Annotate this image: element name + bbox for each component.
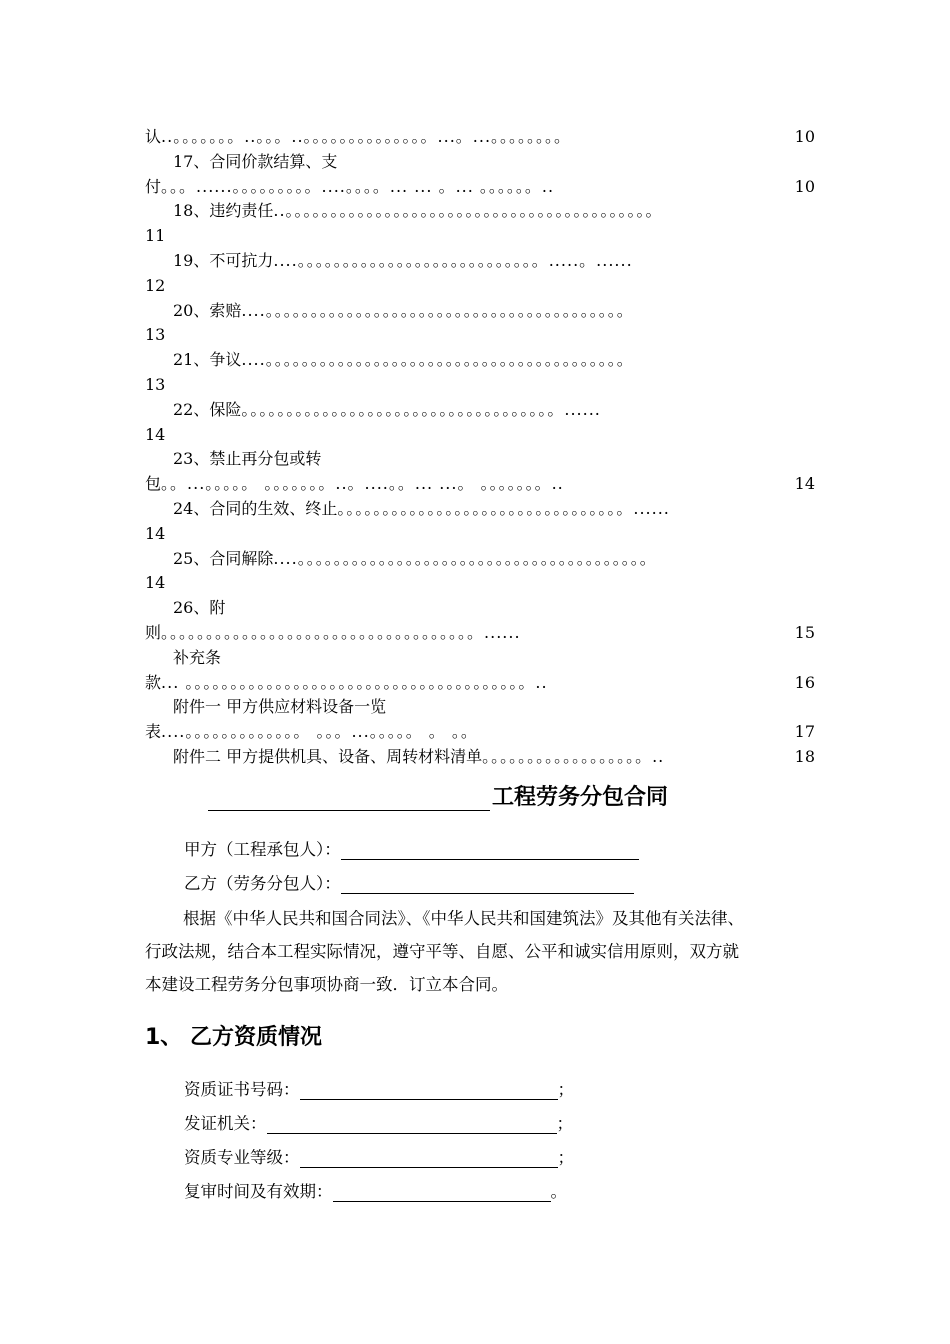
toc-label: 22、保险: [173, 399, 242, 419]
section-heading: 1、 乙方资质情况: [145, 1025, 322, 1050]
toc-page: 13: [145, 325, 166, 345]
toc-page: 16: [794, 672, 815, 692]
toc-entry[interactable]: [145, 621, 815, 646]
toc-entry[interactable]: [145, 249, 815, 274]
toc-label: 表: [145, 722, 162, 742]
qualification-row: [184, 1144, 574, 1168]
toc-leader: 。。。......。。。。。。。。。....。。。。... ... 。... 。。。。。。..: [161, 176, 555, 196]
preamble-line: 行政法规，结合本工程实际情况，遵守平等、自愿、公平和诚实信用原则，双方就: [145, 942, 739, 961]
toc-page: 14: [145, 424, 166, 444]
toc-label: 19、不可抗力: [173, 250, 274, 270]
toc-page: 12: [145, 275, 166, 295]
toc-leader: ..。。。。。。。。。。。。。。。。。。。。。。。。。。。。。。。。。。。。。。。。。: [273, 201, 663, 221]
toc-entry[interactable]: [145, 745, 815, 770]
toc-page: 11: [145, 226, 166, 246]
toc-entry[interactable]: [145, 125, 815, 150]
toc-leader: ....。。。。。。。。。。。。。。。。。。。。。。。。。。。。。。。。。。。。。。。。: [241, 350, 634, 370]
toc-page: 10: [794, 127, 815, 146]
toc-entry[interactable]: [145, 150, 815, 175]
qualification-row: [184, 1178, 567, 1202]
toc-entry[interactable]: [145, 720, 815, 745]
toc-entry[interactable]: [145, 447, 815, 472]
toc-entry[interactable]: [145, 274, 815, 299]
qualification-label: 复审时间及有效期：: [184, 1182, 333, 1201]
project-name-blank[interactable]: [208, 784, 490, 811]
preamble-paragraph: [145, 902, 815, 1001]
toc-entry[interactable]: [145, 175, 815, 200]
toc-leader: 。。。。。。。。。。。。。。。。。。。。。。。。。。。。。。。。。。。......: [241, 399, 601, 419]
party-b-row: [184, 870, 634, 894]
qualification-row: [184, 1076, 574, 1100]
qualification-label: 资质证书号码：: [184, 1080, 300, 1099]
qualification-row: [184, 1110, 573, 1134]
toc-entry[interactable]: [145, 646, 815, 671]
toc-entry[interactable]: [145, 199, 815, 224]
toc-leader: ....。。。。。。。。。。。。。。。。。。。。。。。。。。。。。。。。。。。。。。。。: [241, 300, 634, 320]
qualification-end: 。: [550, 1182, 567, 1201]
issuing-authority-field[interactable]: [267, 1113, 557, 1134]
toc-entry[interactable]: [145, 299, 815, 324]
toc-page: 17: [794, 722, 815, 742]
toc-leader: 。。...。。。。。 。。。。。。。..。....。。... ...。 。。。。。。。..: [161, 474, 564, 494]
toc-leader: ..。。。。。。。..。。。..。。。。。。。。。。。。。。...。...。。。。。。。。: [161, 127, 572, 146]
toc-entry[interactable]: [145, 497, 815, 522]
qualification-end: ；: [557, 1080, 574, 1099]
toc-label: 认: [145, 127, 162, 146]
toc-entry[interactable]: [145, 398, 815, 423]
toc-page: 18: [794, 746, 815, 766]
cert-number-field[interactable]: [300, 1079, 558, 1100]
toc-entry[interactable]: [145, 472, 815, 497]
qualification-label: 发证机关：: [184, 1114, 267, 1133]
toc-entry[interactable]: [145, 323, 815, 348]
toc-label: 24、合同的生效、终止: [173, 498, 338, 518]
toc-leader: ....。。。。。。。。。。。。。。。。。。。。。。。。。。。.....。......: [273, 250, 633, 270]
party-b-field[interactable]: [341, 873, 634, 894]
toc-entry[interactable]: [145, 695, 815, 720]
review-validity-field[interactable]: [333, 1181, 551, 1202]
toc-label: 23、禁止再分包或转: [173, 449, 322, 469]
toc-label: 17、合同价款结算、支: [173, 151, 338, 171]
toc-leader: ... 。。。。。。。。。。。。。。。。。。。。。。。。。。。。。。。。。。。。。。..: [161, 672, 548, 692]
qualification-end: ；: [556, 1114, 573, 1133]
toc-label: 25、合同解除: [173, 548, 274, 568]
toc-label: 补充条: [173, 647, 222, 667]
toc-label: 则: [145, 622, 162, 642]
toc-entry[interactable]: [145, 373, 815, 398]
party-b-label: 乙方（劳务分包人）：: [184, 874, 341, 893]
toc-label: 21、争议: [173, 350, 242, 370]
qualification-label: 资质专业等级：: [184, 1148, 300, 1167]
toc-page: 14: [794, 474, 815, 494]
toc-leader: 。。。。。。。。。。。。。。。。。。。。。。。。。。。。。。。。。。。......: [161, 622, 521, 642]
preamble-line: 根据《中华人民共和国合同法》、《中华人民共和国建筑法》及其他有关法律、: [183, 909, 744, 928]
toc-page: 15: [794, 622, 815, 642]
toc-page: 14: [145, 573, 166, 593]
qualification-end: ；: [557, 1148, 574, 1167]
toc-label: 款: [145, 672, 162, 692]
toc-leader: 。。。。。。。。。。。。。。。。。。..: [482, 746, 665, 766]
toc-entry[interactable]: [145, 522, 815, 547]
toc-page: 13: [145, 374, 166, 394]
title-text: 工程劳务分包合同: [492, 785, 669, 810]
toc-label: 18、违约责任: [173, 201, 274, 221]
toc-entry[interactable]: [145, 671, 815, 696]
party-a-label: 甲方（工程承包人）：: [184, 840, 341, 859]
toc-entry[interactable]: [145, 571, 815, 596]
toc-leader: ....。。。。。。。。。。。。。 。。。...。。。。。 。 。。: [161, 722, 478, 742]
party-a-row: [184, 836, 639, 860]
toc-entry[interactable]: [145, 224, 815, 249]
preamble-line: 本建设工程劳务分包事项协商一致．订立本合同。: [145, 975, 508, 994]
toc-entry[interactable]: [145, 423, 815, 448]
toc-label: 附件一 甲方供应材料设备一览: [173, 697, 387, 717]
toc-label: 20、索赔: [173, 300, 242, 320]
toc-entry[interactable]: [145, 348, 815, 373]
toc-leader: 。。。。。。。。。。。。。。。。。。。。。。。。。。。。。。。。......: [337, 498, 670, 518]
toc-label: 附件二 甲方提供机具、设备、周转材料清单: [173, 746, 483, 766]
toc-page: 10: [794, 176, 815, 196]
toc-label: 付: [145, 176, 162, 196]
toc-page: 14: [145, 523, 166, 543]
party-a-field[interactable]: [341, 839, 639, 860]
toc-entry[interactable]: [145, 547, 815, 572]
toc-label: 包: [145, 474, 162, 494]
toc-label: 26、附: [173, 598, 226, 618]
contract-title: [208, 780, 668, 811]
toc-entry[interactable]: [145, 596, 815, 621]
toc-leader: ....。。。。。。。。。。。。。。。。。。。。。。。。。。。。。。。。。。。。。。。: [273, 548, 657, 568]
table-of-contents: [145, 125, 815, 770]
grade-field[interactable]: [300, 1147, 558, 1168]
